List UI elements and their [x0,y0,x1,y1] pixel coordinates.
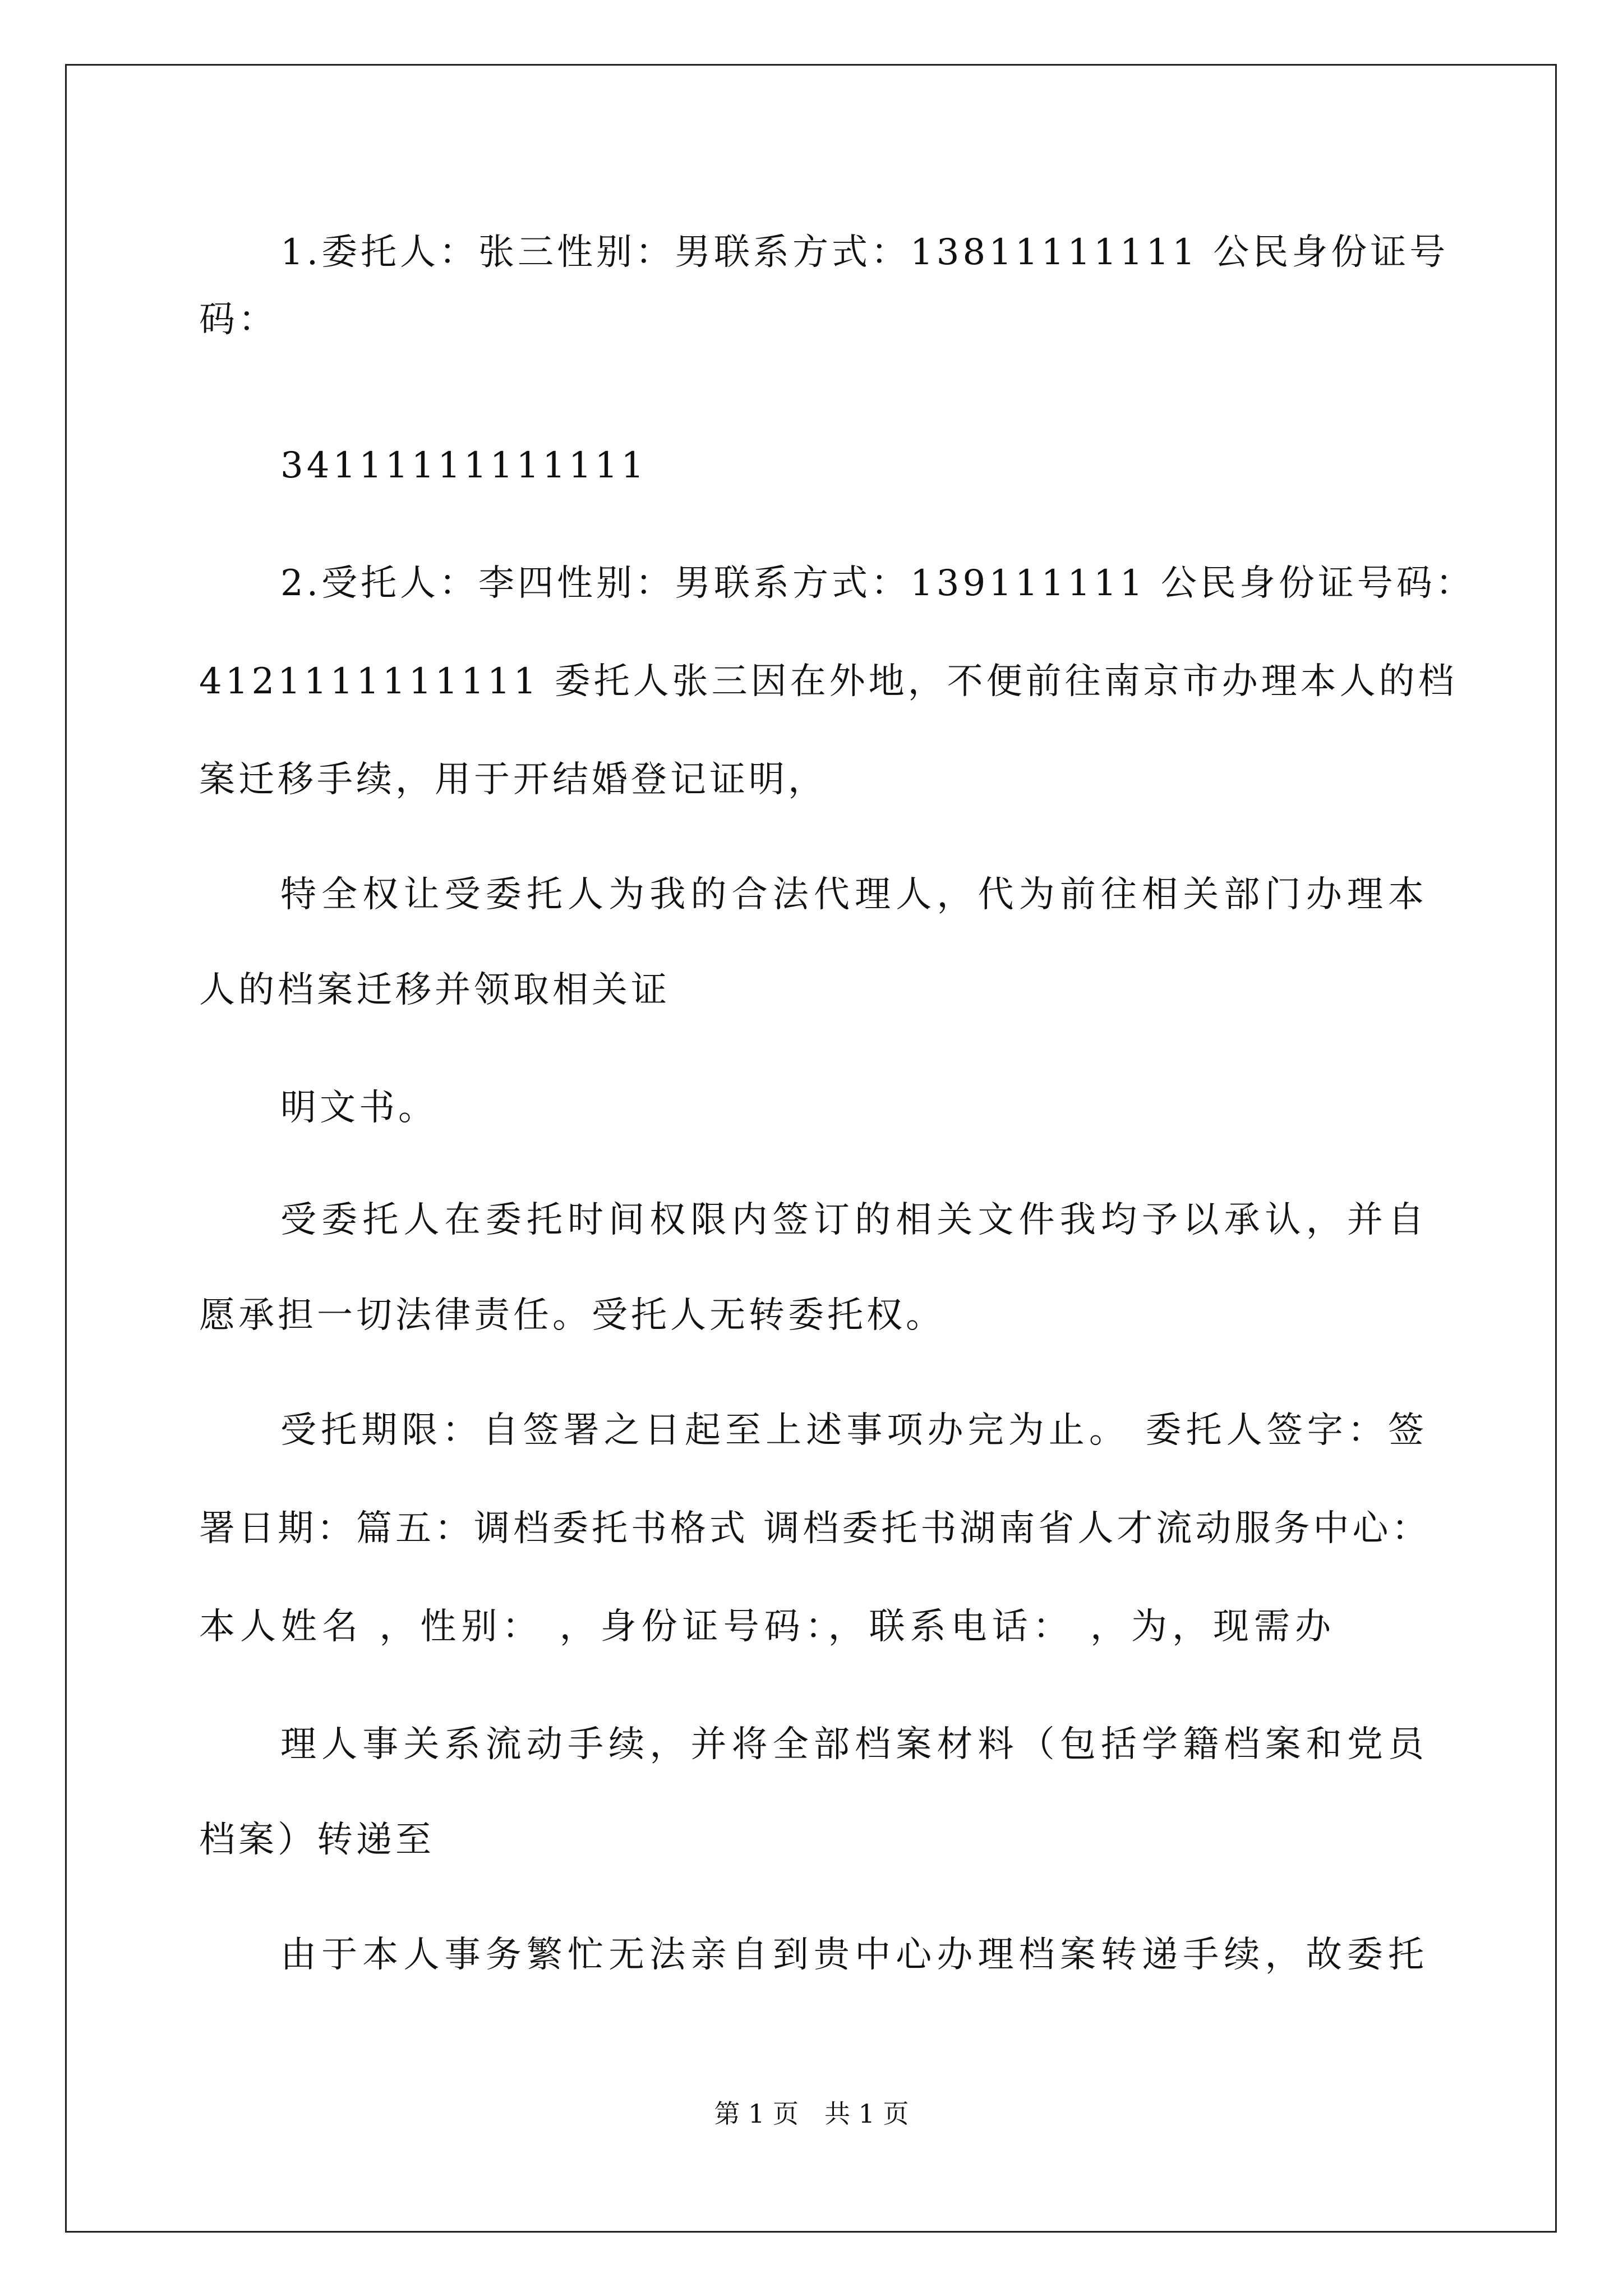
line-2: 码： [199,299,278,341]
line-1: 1.委托人：张三性别：男联系方式：13811111111 公民身份证号 [280,232,1449,273]
line-14: 本人姓名 ，性别： ，身份证号码：，联系电话： ，为，现需办 [199,1606,1336,1648]
line-10: 受委托人在委托时间权限内签订的相关文件我均予以承认，并自 [280,1199,1427,1241]
line-15: 理人事关系流动手续，并将全部档案材料（包括学籍档案和党员 [280,1724,1427,1765]
line-11: 愿承担一切法律责任。受托人无转委托权。 [199,1295,945,1336]
page-footer: 第 1 页 共 1 页 [714,2099,909,2129]
line-7: 特全权让受委托人为我的合法代理人，代为前往相关部门办理本 [280,874,1427,915]
line-3: 34111111111111 [280,445,648,486]
page-border [65,64,1557,2233]
line-4: 2.受托人：李四性别：男联系方式：139111111 公民身份证号码： [280,563,1475,604]
line-5: 4121111111111 委托人张三因在外地，不便前往南京市办理本人的档 [199,661,1458,702]
line-17: 由于本人事务繁忙无法亲自到贵中心办理档案转递手续，故委托 [280,1934,1427,1976]
line-13: 署日期：篇五：调档委托书格式 调档委托书湖南省人才流动服务中心： [199,1508,1431,1549]
line-9: 明文书。 [280,1087,437,1129]
line-12: 受托期限：自签署之日起至上述事项办完为止。 委托人签字：签 [280,1410,1427,1451]
line-8: 人的档案迁移并领取相关证 [199,969,670,1011]
line-16: 档案）转递至 [199,1819,435,1861]
line-6: 案迁移手续，用于开结婚登记证明， [199,759,827,800]
